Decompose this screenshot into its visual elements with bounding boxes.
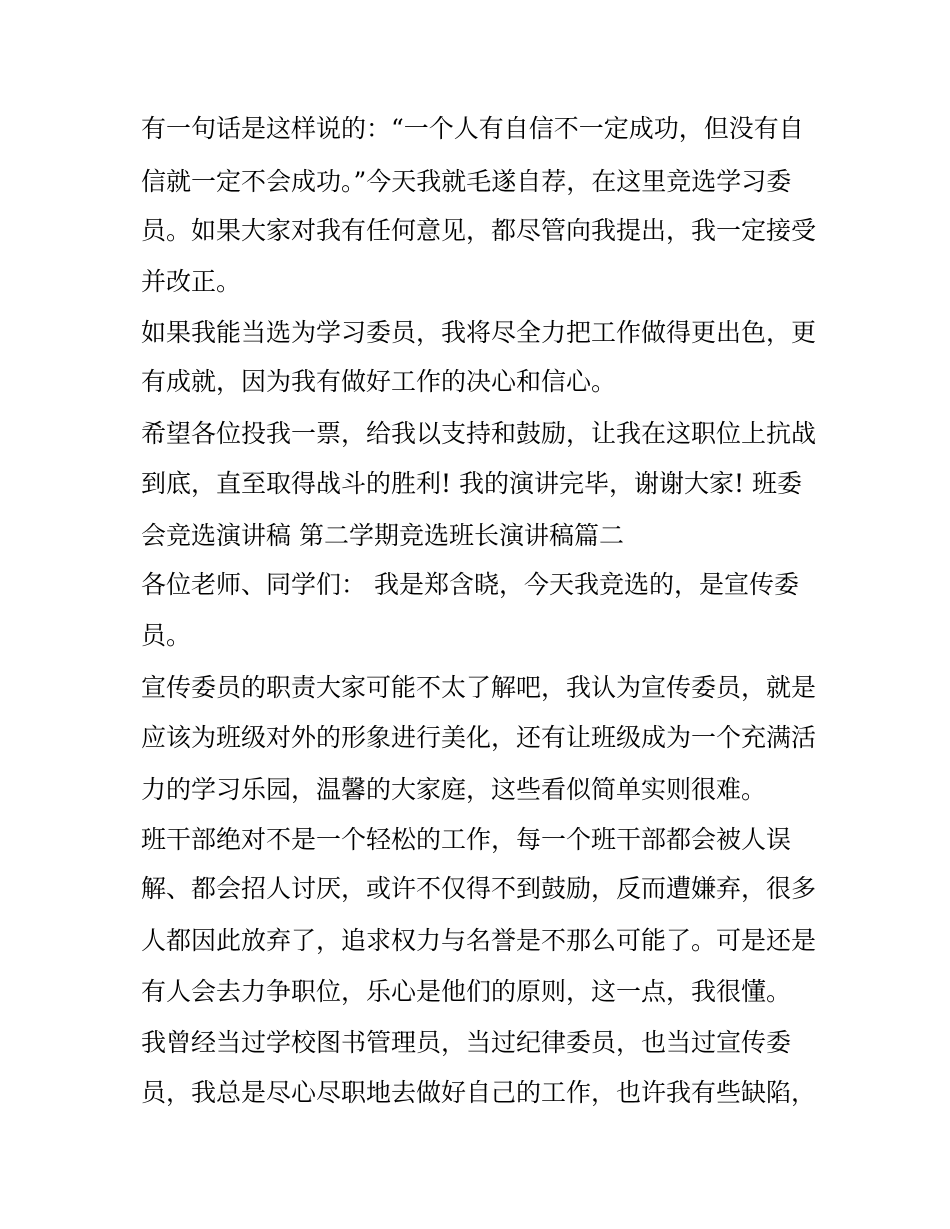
text-line: 各位老师、同学们： 我是郑含晓，今天我竞选的，是宣传委	[141, 570, 799, 599]
text-line: 如果我能当选为学习委员，我将尽全力把工作做得更出色，更	[141, 318, 817, 347]
text-line: 并改正。	[141, 267, 242, 296]
text-line: 解、都会招人讨厌，或许不仅得不到鼓励，反而遭嫌弃，很多	[141, 874, 817, 903]
text-line: 有成就，因为我有做好工作的决心和信心。	[141, 367, 617, 396]
text-line: 应该为班级对外的形象进行美化，还有让班级成为一个充满活	[141, 723, 817, 752]
text-line: 宣传委员的职责大家可能不太了解吧，我认为宣传委员，就是	[141, 673, 817, 702]
text-line: 员，我总是尽心尽职地去做好自己的工作，也许我有些缺陷，	[141, 1078, 817, 1107]
text-line: 有人会去力争职位，乐心是他们的原则，这一点，我很懂。	[141, 977, 792, 1006]
text-line: 会竞选演讲稿 第二学期竞选班长演讲稿篇二	[141, 521, 624, 550]
text-line: 班干部绝对不是一个轻松的工作，每一个班干部都会被人误	[141, 825, 792, 854]
text-line: 有一句话是这样说的：“一个人有自信不一定成功，但没有自	[141, 114, 804, 143]
text-line: 员。如果大家对我有任何意见，都尽管向我提出，我一定接受	[141, 216, 817, 245]
text-line: 员。	[141, 621, 192, 650]
text-line: 信就一定不会成功。”今天我就毛遂自荐，在这里竞选学习委	[141, 167, 792, 196]
text-line: 希望各位投我一票，给我以支持和鼓励，让我在这职位上抗战	[141, 419, 817, 448]
text-line: 到底，直至取得战斗的胜利! 我的演讲完毕，谢谢大家! 班委	[141, 469, 802, 498]
text-line: 我曾经当过学校图书管理员，当过纪律委员，也当过宣传委	[141, 1028, 792, 1057]
text-line: 人都因此放弃了，追求权力与名誉是不那么可能了。可是还是	[141, 926, 817, 955]
text-line: 力的学习乐园，温馨的大家庭，这些看似简单实则很难。	[141, 775, 767, 804]
